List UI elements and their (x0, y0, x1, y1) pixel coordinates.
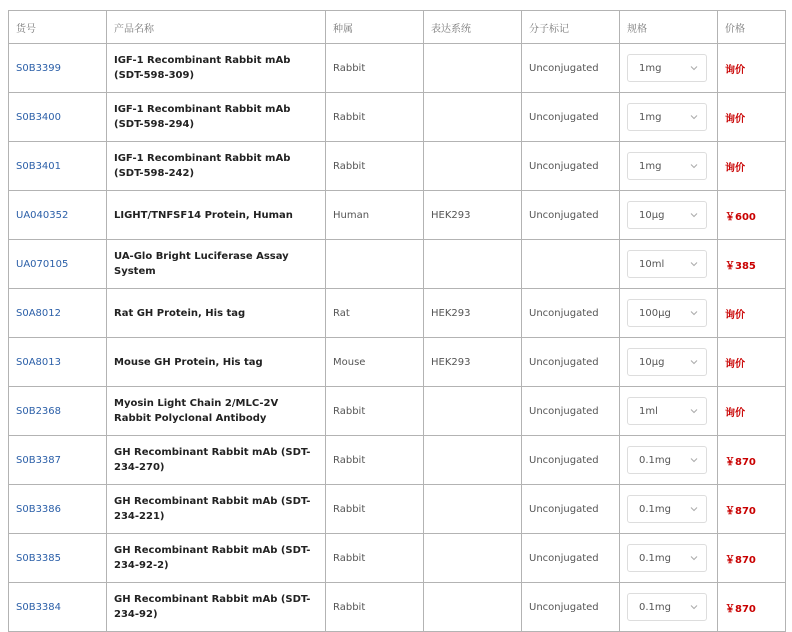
table-row (9, 240, 786, 289)
spec-cell (620, 534, 718, 583)
expression-system-cell (424, 485, 522, 534)
spec-cell (620, 191, 718, 240)
sku-link[interactable]: UA040352 (9, 191, 107, 240)
spec-cell (620, 436, 718, 485)
spec-cell (620, 338, 718, 387)
sku-link[interactable]: S0B3384 (9, 583, 107, 632)
product-name: GH Recombinant Rabbit mAb (SDT-234-270) (107, 436, 326, 485)
table-row (9, 583, 786, 632)
spec-cell (620, 142, 718, 191)
chevron-down-icon (690, 505, 698, 513)
price-cell: 询价 (718, 338, 786, 387)
chevron-down-icon (690, 113, 698, 121)
price-cell: 询价 (718, 93, 786, 142)
price-cell: ￥870 (718, 436, 786, 485)
spec-select-value: 0.1mg (639, 552, 671, 564)
header-price: 价格 (718, 11, 786, 44)
table-row (9, 44, 786, 93)
species-cell: Rabbit (326, 387, 424, 436)
sku-link[interactable]: S0B3399 (9, 44, 107, 93)
table-row (9, 534, 786, 583)
molecular-tag-cell: Unconjugated (522, 191, 620, 240)
species-cell: Rabbit (326, 436, 424, 485)
sku-link[interactable]: S0B3386 (9, 485, 107, 534)
header-sku: 货号 (9, 11, 107, 44)
spec-cell (620, 93, 718, 142)
spec-select-value: 1mg (639, 62, 662, 74)
molecular-tag-cell: Unconjugated (522, 387, 620, 436)
expression-system-cell: HEK293 (424, 289, 522, 338)
chevron-down-icon (690, 64, 698, 72)
product-name: IGF-1 Recombinant Rabbit mAb (SDT-598-294) (107, 93, 326, 142)
table-row (9, 338, 786, 387)
molecular-tag-cell: Unconjugated (522, 485, 620, 534)
price-cell: ￥870 (718, 534, 786, 583)
header-expression-system: 表达系统 (424, 11, 522, 44)
spec-select[interactable] (627, 397, 707, 425)
spec-cell (620, 240, 718, 289)
price-cell: 询价 (718, 289, 786, 338)
spec-select-value: 1mg (639, 111, 662, 123)
product-name: GH Recombinant Rabbit mAb (SDT-234-221) (107, 485, 326, 534)
chevron-down-icon (690, 603, 698, 611)
sku-link[interactable]: S0B3387 (9, 436, 107, 485)
table-row (9, 191, 786, 240)
spec-cell (620, 289, 718, 338)
spec-select[interactable] (627, 446, 707, 474)
chevron-down-icon (690, 211, 698, 219)
product-name: IGF-1 Recombinant Rabbit mAb (SDT-598-309) (107, 44, 326, 93)
price-cell: 询价 (718, 142, 786, 191)
product-name: LIGHT/TNFSF14 Protein, Human (107, 191, 326, 240)
chevron-down-icon (690, 309, 698, 317)
sku-link[interactable]: UA070105 (9, 240, 107, 289)
product-name: Mouse GH Protein, His tag (107, 338, 326, 387)
expression-system-cell (424, 583, 522, 632)
species-cell: Rabbit (326, 534, 424, 583)
expression-system-cell (424, 240, 522, 289)
spec-select[interactable] (627, 103, 707, 131)
molecular-tag-cell: Unconjugated (522, 142, 620, 191)
spec-select-value: 10μg (639, 209, 665, 221)
sku-link[interactable]: S0B3401 (9, 142, 107, 191)
sku-link[interactable]: S0B3385 (9, 534, 107, 583)
spec-select-value: 0.1mg (639, 503, 671, 515)
spec-cell (620, 485, 718, 534)
chevron-down-icon (690, 358, 698, 366)
sku-link[interactable]: S0A8013 (9, 338, 107, 387)
header-molecular-tag: 分子标记 (522, 11, 620, 44)
table-header-row (9, 11, 786, 44)
price-cell: ￥870 (718, 485, 786, 534)
price-cell: ￥385 (718, 240, 786, 289)
species-cell: Rabbit (326, 93, 424, 142)
expression-system-cell (424, 142, 522, 191)
sku-link[interactable]: S0B2368 (9, 387, 107, 436)
table-row (9, 142, 786, 191)
chevron-down-icon (690, 260, 698, 268)
spec-cell (620, 387, 718, 436)
spec-select[interactable] (627, 495, 707, 523)
price-cell: ￥870 (718, 583, 786, 632)
molecular-tag-cell: Unconjugated (522, 289, 620, 338)
product-table (8, 10, 786, 632)
expression-system-cell (424, 44, 522, 93)
spec-select-value: 10ml (639, 258, 665, 270)
table-body (9, 44, 786, 632)
spec-select[interactable] (627, 152, 707, 180)
spec-select-value: 0.1mg (639, 601, 671, 613)
spec-select[interactable] (627, 299, 707, 327)
species-cell: Mouse (326, 338, 424, 387)
expression-system-cell (424, 387, 522, 436)
species-cell: Rat (326, 289, 424, 338)
spec-select-value: 100μg (639, 307, 671, 319)
spec-select[interactable] (627, 593, 707, 621)
molecular-tag-cell: Unconjugated (522, 534, 620, 583)
price-cell: 询价 (718, 44, 786, 93)
molecular-tag-cell: Unconjugated (522, 338, 620, 387)
table-row (9, 387, 786, 436)
species-cell: Rabbit (326, 485, 424, 534)
species-cell (326, 240, 424, 289)
species-cell: Rabbit (326, 142, 424, 191)
spec-select-value: 0.1mg (639, 454, 671, 466)
sku-link[interactable]: S0A8012 (9, 289, 107, 338)
molecular-tag-cell: Unconjugated (522, 436, 620, 485)
price-cell: 询价 (718, 387, 786, 436)
species-cell: Rabbit (326, 44, 424, 93)
expression-system-cell (424, 93, 522, 142)
molecular-tag-cell (522, 240, 620, 289)
spec-cell (620, 583, 718, 632)
spec-select-value: 10μg (639, 356, 665, 368)
chevron-down-icon (690, 407, 698, 415)
header-species: 种属 (326, 11, 424, 44)
expression-system-cell: HEK293 (424, 338, 522, 387)
table-row (9, 289, 786, 338)
product-name: Myosin Light Chain 2/MLC-2V Rabbit Polyclonal Antibody (107, 387, 326, 436)
species-cell: Rabbit (326, 583, 424, 632)
spec-select-value: 1ml (639, 405, 658, 417)
header-spec: 规格 (620, 11, 718, 44)
spec-select-value: 1mg (639, 160, 662, 172)
expression-system-cell (424, 436, 522, 485)
molecular-tag-cell: Unconjugated (522, 93, 620, 142)
product-name: GH Recombinant Rabbit mAb (SDT-234-92) (107, 583, 326, 632)
spec-select[interactable] (627, 54, 707, 82)
spec-cell (620, 44, 718, 93)
spec-select[interactable] (627, 544, 707, 572)
expression-system-cell: HEK293 (424, 191, 522, 240)
product-name: Rat GH Protein, His tag (107, 289, 326, 338)
expression-system-cell (424, 534, 522, 583)
table-row (9, 436, 786, 485)
table-row (9, 485, 786, 534)
chevron-down-icon (690, 162, 698, 170)
spec-select[interactable] (627, 201, 707, 229)
chevron-down-icon (690, 456, 698, 464)
product-name: GH Recombinant Rabbit mAb (SDT-234-92-2) (107, 534, 326, 583)
molecular-tag-cell: Unconjugated (522, 583, 620, 632)
product-name: IGF-1 Recombinant Rabbit mAb (SDT-598-242) (107, 142, 326, 191)
price-cell: ￥600 (718, 191, 786, 240)
product-name: UA-Glo Bright Luciferase Assay System (107, 240, 326, 289)
molecular-tag-cell: Unconjugated (522, 44, 620, 93)
table-row (9, 93, 786, 142)
spec-select[interactable] (627, 250, 707, 278)
species-cell: Human (326, 191, 424, 240)
header-product-name: 产品名称 (107, 11, 326, 44)
chevron-down-icon (690, 554, 698, 562)
sku-link[interactable]: S0B3400 (9, 93, 107, 142)
spec-select[interactable] (627, 348, 707, 376)
